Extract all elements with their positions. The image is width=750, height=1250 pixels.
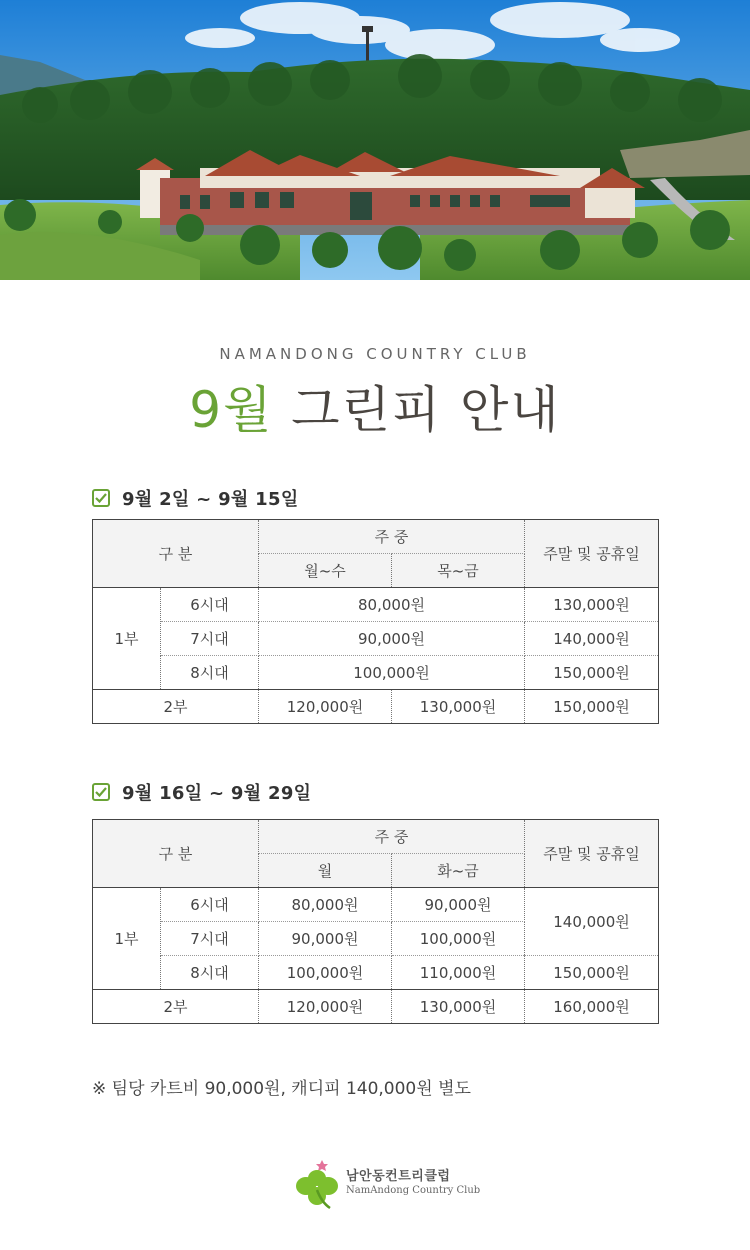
logo-name-english: NamAndong Country Club <box>346 1184 481 1196</box>
header-weekend: 주말 및 공휴일 <box>525 520 659 588</box>
fee-weekday-b: 110,000원 <box>392 956 525 990</box>
header-weekday-b: 화~금 <box>392 854 525 888</box>
checkbox-icon <box>92 783 110 801</box>
section2-heading-label: 9월 16일 ~ 9월 29일 <box>122 783 312 804</box>
header-weekday-a: 월 <box>259 854 392 888</box>
fee-weekday: 100,000원 <box>259 656 525 690</box>
page-title-month: 9월 <box>189 381 274 439</box>
fee-weekend: 160,000원 <box>525 990 659 1024</box>
fee-weekday-a: 120,000원 <box>259 690 392 724</box>
hero-photo-clubhouse <box>0 0 750 280</box>
fee-weekday-b: 100,000원 <box>392 922 525 956</box>
time-slot: 6시대 <box>161 588 259 622</box>
logo-name-korean: 남안동컨트리클럽 <box>346 1168 451 1184</box>
fee-weekday-b: 90,000원 <box>392 888 525 922</box>
page-title <box>0 370 750 442</box>
fee-weekday-a: 90,000원 <box>259 922 392 956</box>
page-title-text: 그린피 안내 <box>273 381 561 439</box>
fee-weekday-a: 100,000원 <box>259 956 392 990</box>
fee-weekday-b: 130,000원 <box>392 690 525 724</box>
fee-weekend: 130,000원 <box>525 588 659 622</box>
part1-label: 1부 <box>93 588 161 690</box>
part2-label: 2부 <box>93 990 259 1024</box>
time-slot: 8시대 <box>161 956 259 990</box>
section2-heading <box>92 780 311 804</box>
section1-heading <box>92 486 299 510</box>
header-weekday: 주 중 <box>259 820 525 854</box>
time-slot: 7시대 <box>161 622 259 656</box>
fee-weekday-b: 130,000원 <box>392 990 525 1024</box>
fee-weekend: 150,000원 <box>525 956 659 990</box>
fee-table-section1 <box>92 519 659 724</box>
fee-weekend: 150,000원 <box>525 656 659 690</box>
header-category: 구 분 <box>93 520 259 588</box>
fee-weekend: 140,000원 <box>525 622 659 656</box>
fee-weekday: 80,000원 <box>259 588 525 622</box>
time-slot: 8시대 <box>161 656 259 690</box>
clover-logo-icon <box>294 1156 340 1210</box>
fee-weekend: 150,000원 <box>525 690 659 724</box>
fee-table-section2 <box>92 819 659 1024</box>
part1-label: 1부 <box>93 888 161 990</box>
fee-note: ※ 팀당 카트비 90,000원, 캐디피 140,000원 별도 <box>92 1079 471 1099</box>
time-slot: 6시대 <box>161 888 259 922</box>
header-weekday-b: 목~금 <box>392 554 525 588</box>
section1-heading-label: 9월 2일 ~ 9월 15일 <box>122 489 299 510</box>
club-name-subtitle: NAMANDONG COUNTRY CLUB <box>219 345 531 363</box>
header-category: 구 분 <box>93 820 259 888</box>
club-logo <box>294 1156 480 1210</box>
fee-weekday: 90,000원 <box>259 622 525 656</box>
header-weekend: 주말 및 공휴일 <box>525 820 659 888</box>
header-weekday: 주 중 <box>259 520 525 554</box>
time-slot: 7시대 <box>161 922 259 956</box>
part2-label: 2부 <box>93 690 259 724</box>
fee-weekday-a: 120,000원 <box>259 990 392 1024</box>
fee-weekday-a: 80,000원 <box>259 888 392 922</box>
header-weekday-a: 월~수 <box>259 554 392 588</box>
checkbox-icon <box>92 489 110 507</box>
fee-weekend: 140,000원 <box>525 888 659 956</box>
